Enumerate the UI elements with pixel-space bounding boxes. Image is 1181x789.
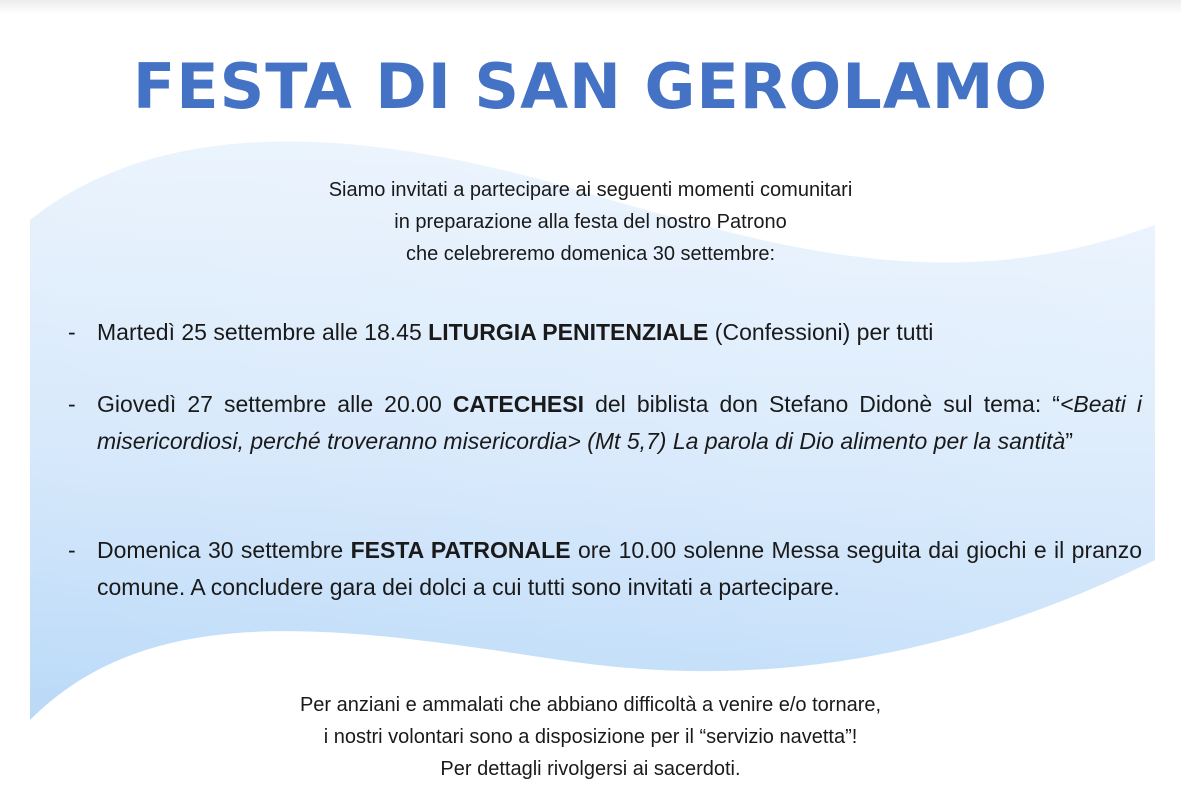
event-detail-text: ore 10.00 solenne Messa seguita dai giochi e il pranzo comune. A concludere gara dei dolci a cui tutti sono invitati a partecipare. xyxy=(97,537,1142,600)
footer-line: Per dettagli rivolgersi ai sacerdoti. xyxy=(440,758,741,780)
event-date-text: Domenica 30 settembre xyxy=(97,537,351,563)
intro-line: in preparazione alla festa del nostro Patrono xyxy=(394,211,787,233)
closing-quote-mark: ” xyxy=(1065,428,1074,454)
event-title: CATECHESI xyxy=(452,391,585,417)
event-title: LITURGIA PENITENZIALE xyxy=(428,319,709,345)
page-title: FESTA DI SAN GEROLAMO xyxy=(132,50,1049,123)
bullet-dash: - xyxy=(68,537,76,563)
bullet-dash: - xyxy=(68,319,76,345)
footer-line: i nostri volontari sono a disposizione per il “servizio navetta”! xyxy=(323,726,858,748)
footer-line: Per anziani e ammalati che abbiano difficoltà a venire e/o tornare, xyxy=(299,694,882,716)
event-detail-text: del biblista don Stefano Didonè sul tema: “ xyxy=(584,391,1060,417)
intro-line: che celebreremo domenica 30 settembre: xyxy=(405,243,776,265)
event-date-text: Martedì 25 settembre alle 18.45 xyxy=(97,319,429,345)
event-title: FESTA PATRONALE xyxy=(350,537,571,563)
event-item-catechesi xyxy=(62,386,1142,460)
intro-line: Siamo invitati a partecipare ai seguenti momenti comunitari xyxy=(328,179,853,201)
bullet-dash: - xyxy=(68,391,76,417)
event-detail-text: (Confessioni) per tutti xyxy=(708,319,934,345)
intro-text xyxy=(0,174,1181,270)
event-theme-quote: <Beati i misericordiosi, perché troveranno misericordia> (Mt 5,7) La parola di Dio alimento per la santità xyxy=(97,391,1143,454)
event-item-liturgia xyxy=(62,314,1142,351)
event-date-text: Giovedì 27 settembre alle 20.00 xyxy=(97,391,453,417)
events-list xyxy=(62,314,1142,606)
footer-note xyxy=(0,689,1181,785)
event-item-festa-patronale xyxy=(62,532,1142,606)
